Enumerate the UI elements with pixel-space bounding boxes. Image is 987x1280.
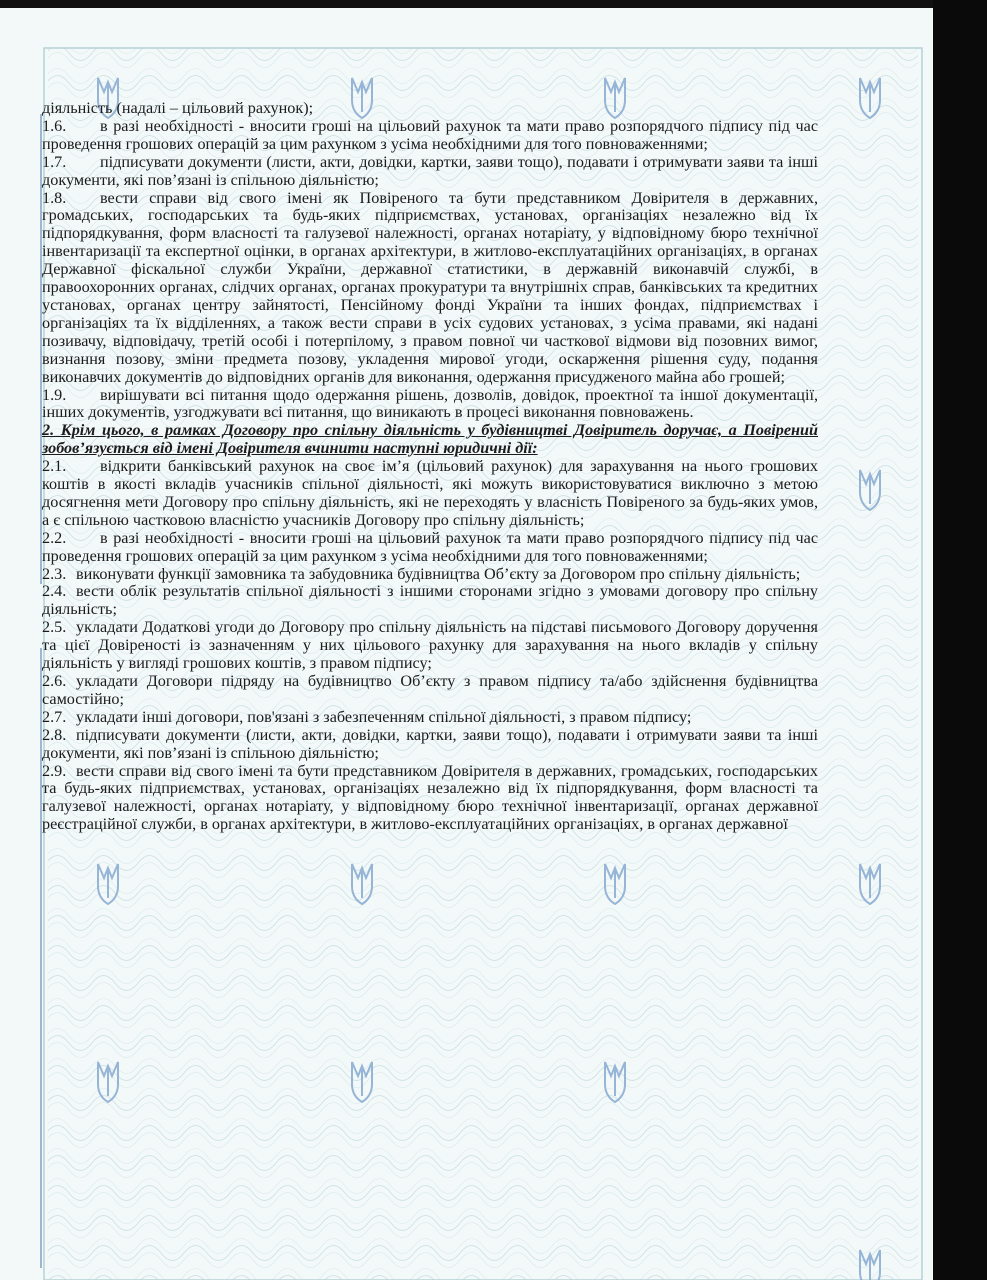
paragraph-2-4: 2.4. вести облік результатів спільної діяльності з іншими сторонами згідно з умовами договору про спільну діяльність;	[42, 582, 818, 619]
paragraph-2-7: 2.7. укладати інші договори, пов'язані з забезпеченням спільної діяльності, з правом підпису;	[42, 707, 692, 726]
section-heading: 2. Крім цього, в рамках Договору про спільну діяльність у будівництві Довіритель доручає, а Повірений зобов’язується від імені Довірителя вчинити наступні юридичні дії:	[42, 421, 818, 458]
document-page	[0, 8, 933, 1280]
right-dark-border	[933, 0, 987, 1280]
paragraph-2-8: 2.8. підписувати документи (листи, акти, довідки, картки, заяви тощо), подавати і отримувати заяви та інші документи, які пов’язані із спільною діяльністю;	[42, 725, 818, 762]
top-dark-border	[0, 0, 987, 8]
paragraph-2-9: 2.9. вести справи від свого імені та бути представником Довірителя в державних, громадських, господарських та будь-яких підприємствах, установах, організаціях незалежно від їх підпорядкування, форм власності та галузевої належності, органах нотаріату, у відповідному бюро технічної інвентаризації, органах державної реєстраційної служби, в органах архітектури, в житлово-експлуатаційних організаціях, в органах державної	[42, 761, 818, 834]
paragraph-2-1: 2.1. відкрити банківський рахунок на своє ім’я (цільовий рахунок) для зарахування на нього грошових коштів в якості вкладів учасників спільної діяльності, які можуть використовуватися виключно з метою досягнення мети Договору про спільну діяльність, які не переходять у власність Повіреного за будь-яких умов, а є спільною частковою власністю учасників Договору про спільну діяльність;	[42, 457, 818, 529]
paragraph-2-6: 2.6. укладати Договори підряду на будівництво Об’єкту з правом підпису та/або здійснення будівництва самостійно;	[42, 672, 818, 708]
paragraph-2-5: 2.5. укладати Додаткові угоди до Договору про спільну діяльність на підставі письмового Договору доручення та цієї Довіреності із зазначенням у них цільового рахунку для зарахування на нього вкладів у спільну діяльність у вигляді грошових коштів, з правом підпису;	[42, 618, 818, 673]
paragraph-1-9: 1.9. вирішувати всі питання щодо одержання рішень, дозволів, довідок, проектної та іншої документації, інших документів, узгоджувати всі питання, що виникають в процесі виконання повноважень.	[42, 385, 818, 422]
document-text	[42, 100, 818, 834]
paragraph: діяльність (надалі – цільовий рахунок);	[42, 99, 314, 117]
paragraph-1-8: 1.8. вести справи від свого імені як Повіреного та бути представником Довірителя в державних, громадських, господарських та будь-яких підприємствах, установах, організаціях незалежно від їх підпорядкування, форм власності та галузевої належності, органах нотаріату, у відповідному бюро технічної інвентаризації та експертної оцінки, в органах архітектури, в житлово-експлуатаційних організаціях, в органах Державної фіскальної служби України, державної статистики, в державній виконавчій службі, в правоохоронних органах, слідчих органах, органах прокуратури та внутрішніх справ, банківських та кредитних установах, органах центру зайнятості, Пенсійному фонді України та інших фондах, підприємствах і організаціях та їх відділеннях, а також вести справи в усіх судових установах, з усіма правами, які надані позивачу, відповідачу, третій особі і потерпілому, з правом повної чи часткової відмови від позовних вимог, визнання позову, зміни предмета позову, укладення мирової угоди, оскарження рішення суду, подання виконавчих документів до відповідних органів для виконання, одержання присудженого майна або грошей;	[42, 188, 818, 386]
paragraph-1-6: 1.6. в разі необхідності - вносити гроші на цільовий рахунок та мати право розпорядчого підпису під час проведення грошових операцій за цим рахунком з усіма необхідними для того повноваженнями;	[42, 116, 818, 153]
paragraph-2-2: 2.2. в разі необхідності - вносити гроші на цільовий рахунок та мати право розпорядчого підпису під час проведення грошових операцій за цим рахунком з усіма необхідними для того повноваженнями;	[42, 528, 818, 565]
paragraph-2-3: 2.3. виконувати функції замовника та забудовника будівництва Об’єкту за Договором про спільну діяльність;	[42, 564, 801, 583]
paragraph-1-7: 1.7. підписувати документи (листи, акти, довідки, картки, заяви тощо), подавати і отримувати заяви та інші документи, які пов’язані із спільною діяльністю;	[42, 152, 818, 189]
